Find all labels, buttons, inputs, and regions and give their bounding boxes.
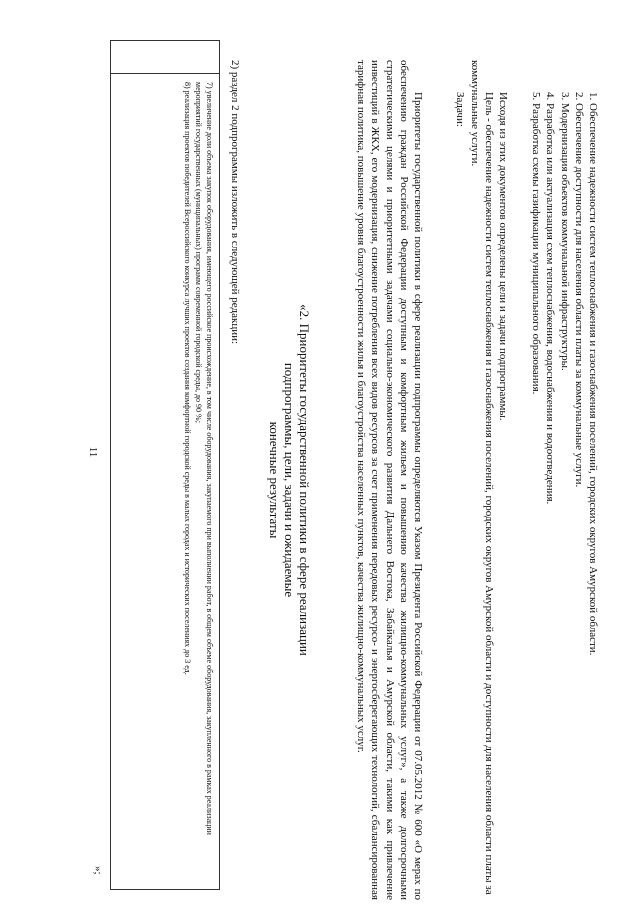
quote-close: »;	[92, 866, 104, 875]
section-heading	[267, 60, 312, 900]
table-item-7: 7) увеличение доли объема закупок оборудования, имеющего российское происхождение, в том числе оборудования, закупаемого при выполнении работ, в общем объеме оборудования, закупленного в рамках реализации мероприятий государственных (муниципальных) программ современной городской среды, до 90 %;	[194, 82, 214, 835]
tasks-list	[529, 60, 600, 900]
paragraph-priorities: Приоритеты государственной политики в сфере реализации подпрограммы определяются Указом Президента Российской Федерации от 07.05.2012 № 600 «О мерах по обеспечению граждан Российской Федерации доступным и комфортным жильем и повышению качества жилищно-коммунальных услуг», а также долгосрочными стратегическими целями и приоритетными задачами социально-экономического развития Дальнего Востока, Забайкалья и Амурской области, такими как привлечение инвестиций в ЖКХ, его модернизация, снижение потребления всех видов ресурсов за счет применения передовых ресурсо- и энергосберегающих технологий, сбалансированная тарифная политика, повышение уровня благоустроенности жилья и благоустройства населенных пунктов, качества жилищно-коммунальных услуг.	[355, 60, 424, 900]
table-right-column	[111, 74, 219, 889]
tasks-label: Задачи:	[454, 92, 467, 127]
table-left-column	[111, 41, 219, 74]
page-number: 11	[87, 446, 99, 458]
section-body	[354, 60, 425, 900]
heading-line-3: конечные результаты	[267, 421, 282, 539]
task-item: 1. Обеспечение надежности систем теплоснабжения и газоснабжения поселений, городских округов Амурской области.	[587, 92, 599, 656]
amendment-intro: 2) раздел 2 подпрограммы изложить в следующей редакции:	[229, 60, 241, 345]
indicator-table	[110, 40, 220, 890]
task-item: 4. Разработка или актуализация схем теплоснабжения, водоснабжения и водоотведения.	[544, 92, 557, 505]
task-item: 3. Модернизация объектов коммунальной инфраструктуры.	[558, 92, 571, 371]
section-intro	[228, 60, 242, 900]
table-item-8: 8) реализация проектов победителей Всероссийского конкурса лучших проектов создания комфортной городской среды в малых городах и исторических поселениях до 3 ед.	[183, 82, 192, 675]
task-item: 5. Разработка схемы газификации муниципального образования.	[530, 92, 543, 395]
task-item: 2. Обеспечение доступности для населения области платы за коммунальные услуги.	[572, 92, 585, 488]
paragraph-goal: Цель - обеспечение надежности систем теплоснабжения и газоснабжения поселений, городских округов Амурской области и доступности для населения области платы за коммунальные услуги.	[468, 60, 495, 895]
heading-line-1: «2. Приоритеты государственной политики в сфере реализации	[297, 304, 312, 656]
section-goals	[453, 60, 510, 900]
heading-line-2: подпрограммы, цели, задачи и ожидаемые	[282, 362, 297, 598]
paragraph-sources: Исходя из этих документов определены цели и задачи подпрограммы.	[497, 92, 509, 421]
